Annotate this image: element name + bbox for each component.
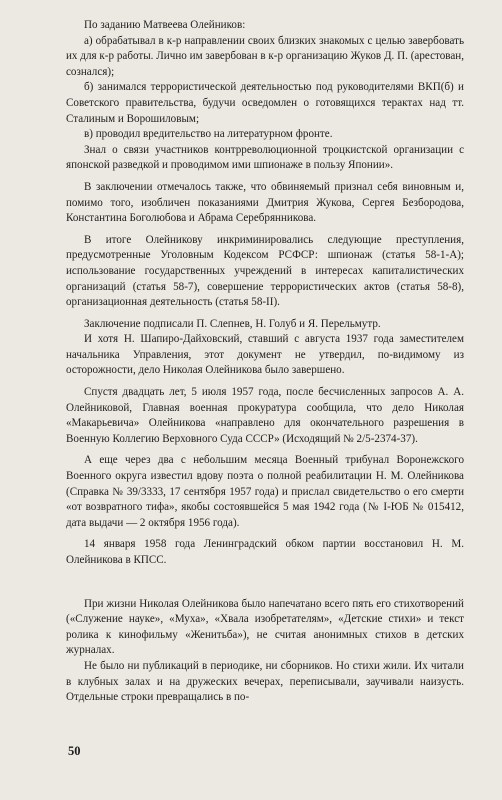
paragraph-14: Не было ни публикаций в периодике, ни сборников. Но стихи жили. Их читали в клубных залах и на дружеских вечерах, переписывали, заучивали наизусть. Отдельные строки превращались в по- <box>66 659 464 704</box>
paragraph-7: В итоге Олейникову инкриминировались следующие преступления, предусмотренные Уголовным Кодексом РСФСР: шпионаж (статья 58-1-А); использование государственных учреждений в интересах капиталистических организаций (статья 58-7), совершение террористических актов (статья 58-8), организационная деятельность (статья 58-II). <box>66 233 464 309</box>
paragraph-5: Знал о связи участников контрреволюционной троцкистской организации с японской разведкой и проводимом ими шпионаже в пользу Японии». <box>66 143 464 172</box>
paragraph-1: По заданию Матвеева Олейников: <box>84 19 246 31</box>
paragraph-13: При жизни Николая Олейникова было напечатано всего пять его стихотворений («Служение науке», «Муха», «Хвала изобретателям», «Детские стихи» и текст ролика к кинофильму «Женитьба»), не считая анонимных стихов в детских журналах. <box>66 597 464 657</box>
paragraph-10: Спустя двадцать лет, 5 июля 1957 года, после бесчисленных запросов А. А. Олейниковой, Главная военная прокуратура сообщила, что дело Николая «Макарьевича» Олейникова «направлено для окончательного разрешения в Военную Коллегию Верховного Суда СССР» (Исходящий № 2/5-2374-37). <box>66 386 464 445</box>
paragraph-2: а) обрабатывал в к-р направлении своих близких знакомых с целью завербовать их для к-р работы. Лично им завербован в к-р организацию Жуков Д. П. (арестован, сознался); <box>66 34 464 78</box>
paragraph-8: Заключение подписали П. Слепнев, Н. Голуб и Я. Перельмутр. <box>84 317 381 330</box>
paragraph-12: 14 января 1958 года Ленинградский обком партии восстановил Н. М. Олейникова в КПСС. <box>66 538 464 566</box>
page-number: 50 <box>68 744 81 758</box>
paragraph-3: б) занимался террористической деятельностью под руководителями ВКП(б) и Советского правительства, будучи осведомлен о готовящихся терактах над тт. Сталиным и Ворошиловым; <box>66 81 464 125</box>
section-gap <box>66 569 464 597</box>
paragraph-6: В заключении отмечалось также, что обвиняемый признал себя виновным и, помимо того, изобличен показаниями Дмитрия Жукова, Сергея Безбородова, Константина Боголюбова и Абрама Серебрянникова. <box>66 180 464 225</box>
paragraph-4: в) проводил вредительство на литературном фронте. <box>84 128 333 141</box>
paragraph-9: И хотя Н. Шапиро-Дайховский, ставший с августа 1937 года заместителем начальника Управления, этот документ не утвердил, по-видимому из осторожности, дело Николая Олейникова было завершено. <box>66 333 464 377</box>
page-body-text <box>66 18 464 706</box>
paragraph-11: А еще через два с небольшим месяца Военный трибунал Воронежского Военного округа известил вдову поэта о полной реабилитации Н. М. Олейникова (Справка № 39/3333, 17 сентября 1957 года) и прислал свидетельство о его смерти «от возвратного тифа», якобы состоявшейся 5 мая 1942 года (№ I-ЮБ № 015412, дата выдачи — 2 октября 1956 года). <box>66 454 464 529</box>
